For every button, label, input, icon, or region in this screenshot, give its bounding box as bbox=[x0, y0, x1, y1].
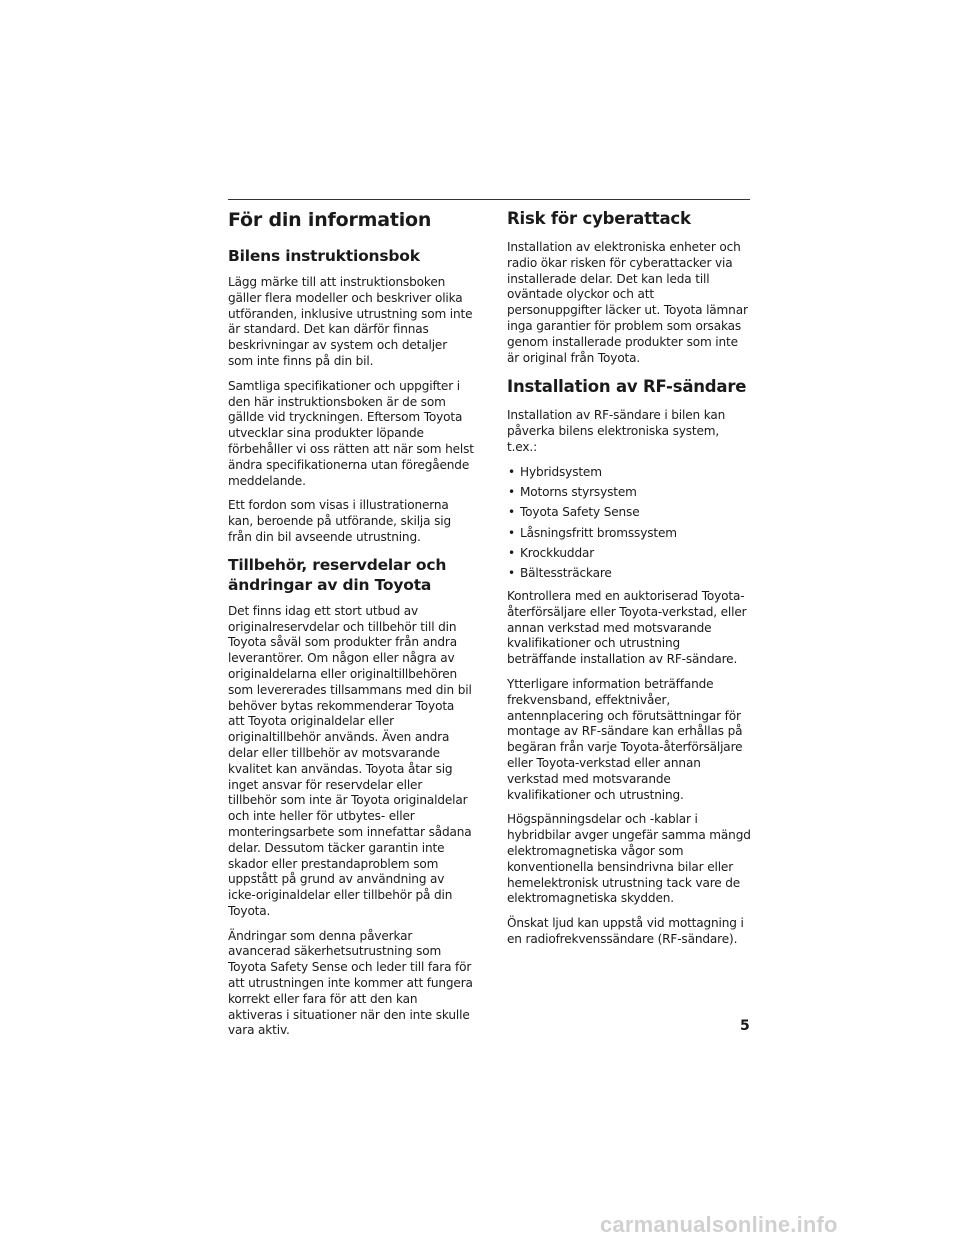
paragraph: Samtliga specifikationer och uppgifter i den här instruktionsboken är de som gällde vid tryckningen. Eftersom Toyota utvecklar sina produkter löpande förbehåller vi oss rätten att när som helst ändra specifikationerna utan föregående meddelande. bbox=[228, 378, 474, 488]
paragraph: Ytterligare information beträffande frekvensband, effektnivåer, antennplacering och förutsättningar för montage av RF-sändare kan erhållas på begäran från varje Toyota-återförsäljare eller Toyota-verkstad eller annan verkstad med motsvarande kvalifikationer och utrustning. bbox=[507, 677, 743, 802]
right-column bbox=[507, 207, 752, 957]
list-item: • Krockkuddar bbox=[507, 546, 752, 562]
paragraph: Installation av RF-sändare i bilen kan påverka bilens elektroniska system, t.ex.: bbox=[507, 408, 726, 454]
list-item: • Toyota Safety Sense bbox=[507, 505, 752, 521]
section-heading-instruktionsbok: Bilens instruktionsbok bbox=[228, 247, 420, 265]
paragraph: Högspänningsdelar och -kablar i hybridbilar avger ungefär samma mängd elektromagnetiska vågor som konventionella bensindrivna bilar eller hemelektronisk utrustning tack vare de elektromagnetiska skydden. bbox=[507, 812, 751, 906]
paragraph: Ändringar som denna påverkar avancerad säkerhetsutrustning som Toyota Safety Sense och leder till fara för att utrustningen inte kommer att fungera korrekt eller fara för att den kan aktiveras i situationer när den inte skulle vara aktiv. bbox=[228, 928, 473, 1038]
list-item: • Motorns styrsystem bbox=[507, 485, 752, 501]
page-title: För din information bbox=[228, 209, 432, 231]
list-item: • Hybridsystem bbox=[507, 465, 752, 481]
page-number: 5 bbox=[740, 1018, 750, 1034]
paragraph: Önskat ljud kan uppstå vid mottagning i en radiofrekvenssändare (RF-sändare). bbox=[507, 916, 744, 946]
paragraph: Installation av elektroniska enheter och radio ökar risken för cyberattacker via installerade delar. Det kan leda till oväntade olyckor och att personuppgifter läcker ut. Toyota lämnar inga garantier för problem som orsakas genom installerade produkter som inte är original från Toyota. bbox=[507, 240, 748, 365]
paragraph: Ett fordon som visas i illustrationerna kan, beroende på utförande, skilja sig från din bil avseende utrustning. bbox=[228, 498, 451, 544]
section-heading-rf-sandare: Installation av RF-sändare bbox=[507, 377, 747, 397]
affected-systems-list bbox=[507, 465, 752, 582]
list-item: • Låsningsfritt bromssystem bbox=[507, 526, 752, 542]
paragraph: Det finns idag ett stort utbud av originalreservdelar och tillbehör till din Toyota såväl som produkter från andra leverantörer. Om någon eller några av originaldelarna eller originaltillbehören som levererades tillsammans med din bil behöver bytas rekommenderar Toyota att Toyota originaldelar eller originaltillbehör används. Även andra delar eller tillbehör av motsvarande kvalitet kan användas. Toyota åtar sig inget ansvar för reservdelar eller tillbehör som inte är Toyota originaldelar och inte heller för utbytes- eller monteringsarbete som innefattar sådana delar. Dessutom täcker garantin inte skador eller prestandaproblem som uppstått på grund av användning av icke-originaldelar eller tillbehör på din Toyota. bbox=[228, 603, 472, 918]
section-heading-cyberattack: Risk för cyberattack bbox=[507, 209, 691, 228]
watermark: carmanualsonline.info bbox=[600, 1212, 838, 1237]
list-item: • Bältessträckare bbox=[507, 566, 752, 582]
paragraph: Lägg märke till att instruktionsboken gäller flera modeller och beskriver olika utföranden, inklusive utrustning som inte är standard. Det kan därför finnas beskrivningar av system och detaljer som inte finns på din bil. bbox=[228, 275, 473, 368]
paragraph: Kontrollera med en auktoriserad Toyota-återförsäljare eller Toyota-verkstad, eller annan verkstad med motsvarande kvalifikationer och utrustning beträffande installation av RF-sändare. bbox=[507, 589, 747, 667]
top-rule bbox=[228, 199, 750, 200]
left-column bbox=[228, 207, 474, 1048]
section-heading-tillbehor: Tillbehör, reservdelar och ändringar av din Toyota bbox=[228, 555, 447, 594]
